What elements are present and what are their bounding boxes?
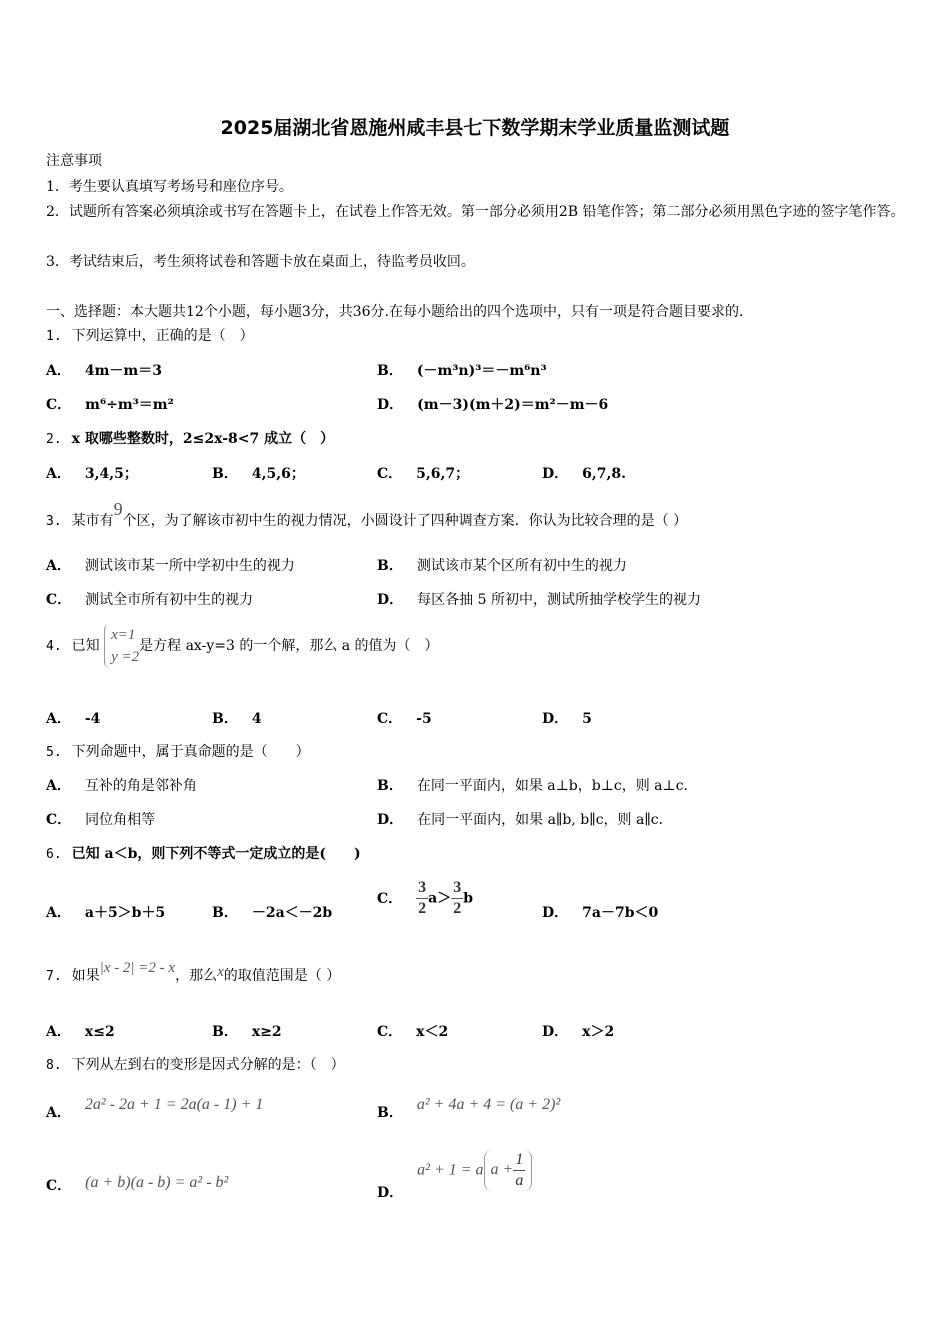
page-title: 2025届湖北省恩施州咸丰县七下数学期末学业质量监测试题 [220, 117, 730, 139]
option-text: x≤2 [84, 1024, 115, 1040]
q4-option-c [377, 709, 432, 729]
option-text: a＋5＞b＋5 [84, 905, 166, 921]
option-letter: A． [46, 778, 71, 794]
q5-option-a [46, 776, 197, 796]
fraction-three-halves [416, 878, 428, 919]
question-stem-pre: 已知 [71, 638, 100, 654]
stem-equation: |x - 2| =2 - x [99, 960, 176, 976]
q2-option-d [542, 464, 626, 484]
q2-option-c [377, 464, 469, 484]
option-text: 4m－m＝3 [84, 363, 162, 379]
option-letter: B． [212, 1024, 238, 1040]
fraction-three-halves [451, 878, 463, 919]
q6-option-b [212, 903, 332, 923]
option-formula: a² + 1 = a [417, 1161, 484, 1179]
option-letter: A． [46, 558, 71, 574]
option-letter: B． [212, 466, 238, 482]
option-text: (m－3)(m＋2)＝m²－m－6 [417, 397, 609, 413]
option-text: 在同一平面内，如果 a⊥b，b⊥c，则 a⊥c． [416, 778, 698, 794]
section-heading: 一、选择题：本大题共12个小题，每小题3分，共36分.在每小题给出的四个选项中，只有一项是符合题目要求的. [46, 304, 744, 320]
equation-system [104, 624, 139, 668]
option-text: 测试该市某一所中学初中生的视力 [84, 558, 295, 574]
option-text: 4,5,6； [251, 466, 305, 482]
q8-option-c [46, 1173, 228, 1193]
question-stem-pre: 如果 [71, 968, 100, 984]
q8-option-a [46, 1095, 264, 1121]
question-stem-post: 是方程 ax-y=3 的一个解，那么 a 的值为（ ） [139, 638, 439, 654]
q6-option-a [46, 903, 165, 923]
question-stem-pre: 某市有 [71, 513, 114, 529]
option-letter: D． [542, 1024, 569, 1040]
option-text: 7a－7b＜0 [582, 905, 659, 921]
option-letter: C． [46, 1178, 72, 1194]
q5-option-c [46, 810, 155, 830]
option-letter: D． [377, 1184, 404, 1201]
option-letter: D． [377, 397, 404, 413]
question-stem: 下列运算中，正确的是（ ） [71, 328, 254, 344]
q2-option-a [46, 464, 138, 484]
option-letter: A． [46, 466, 71, 482]
option-text: 互补的角是邻补角 [84, 778, 197, 794]
question-number: 3. [46, 514, 62, 529]
option-letter: A． [46, 905, 71, 921]
fraction-denominator: a [515, 1172, 524, 1189]
notice-item-2: 2．试题所有答案必须填涂或书写在答题卡上，在试卷上作答无效。第一部分必须用2B 铅笔作答；第二部分必须用黑色字迹的签字笔作答。 [46, 204, 905, 220]
q6-option-c [377, 878, 473, 919]
option-text: x≥2 [251, 1024, 282, 1040]
option-text: 5,6,7； [416, 466, 470, 482]
question-number: 5. [46, 745, 62, 760]
option-letter: B． [377, 558, 403, 574]
question-stem-mid: ，那么 [175, 968, 218, 984]
q6-option-d [542, 903, 658, 923]
system-line-2: y =2 [111, 649, 140, 665]
q1-option-a [46, 361, 162, 381]
option-text: 6,7,8. [582, 466, 626, 482]
question-stem-post: 个区，为了解该市初中生的视力情况，小圆设计了四种调查方案．你认为比较合理的是（ ） [122, 513, 688, 529]
question-number: 8. [46, 1058, 62, 1073]
q7-option-a [46, 1022, 115, 1042]
option-text: －2a＜－2b [251, 905, 333, 921]
question-number: 2. [46, 432, 62, 447]
q4-option-b [212, 709, 262, 729]
option-text: 每区各抽 5 所初中，测试所抽学校学生的视力 [417, 592, 701, 608]
option-letter: C． [46, 397, 72, 413]
option-formula: a² + 4a + 4 = (a + 2)² [416, 1096, 561, 1113]
option-letter: A． [46, 1024, 71, 1040]
option-text: 4 [251, 711, 262, 727]
option-text: x＜2 [416, 1024, 449, 1040]
q3-option-d [377, 590, 701, 610]
question-7 [46, 960, 341, 987]
option-letter: A． [46, 1105, 71, 1121]
option-text: x＞2 [582, 1024, 615, 1040]
option-text: b [463, 890, 474, 907]
option-letter: C． [377, 466, 403, 482]
fraction-denominator: 2 [453, 900, 462, 917]
option-text: -4 [84, 711, 101, 727]
option-letter: D． [377, 812, 404, 828]
question-number: 4. [46, 639, 62, 654]
option-letter: C． [377, 711, 403, 727]
option-letter: D． [542, 905, 569, 921]
question-4 [46, 624, 439, 668]
option-letter: D． [542, 466, 569, 482]
option-letter: C． [46, 592, 72, 608]
option-letter: D． [542, 711, 569, 727]
q1-option-d [377, 395, 608, 415]
question-stem: 已知 a＜b，则下列不等式一定成立的是( ) [71, 846, 361, 862]
q3-option-b [377, 556, 627, 576]
q8-option-d [377, 1150, 532, 1201]
option-text: 测试全市所有初中生的视力 [85, 592, 254, 608]
q7-option-d [542, 1022, 614, 1042]
option-letter: C． [46, 812, 72, 828]
notice-heading: 注意事项 [46, 153, 102, 169]
q1-option-c [46, 395, 174, 415]
question-number: 6. [46, 847, 62, 862]
option-text: 在同一平面内，如果 a∥b, b∥c，则 a∥c． [417, 812, 673, 828]
q3-option-a [46, 556, 295, 576]
fraction-numerator: 3 [416, 878, 428, 899]
q3-option-c [46, 590, 253, 610]
option-formula: 2a² - 2a + 1 = 2a(a - 1) + 1 [84, 1096, 264, 1113]
question-stem: 下列命题中，属于真命题的是（ ） [71, 744, 310, 760]
fraction-denominator: 2 [418, 900, 427, 917]
option-letter: B． [377, 363, 403, 379]
stem-variable: x [217, 964, 224, 980]
option-formula: (a + b)(a - b) = a² - b² [85, 1174, 229, 1191]
option-letter: C． [377, 1024, 403, 1040]
question-2 [46, 429, 334, 450]
question-stem: 下列从左到右的变形是因式分解的是：（ ） [71, 1057, 345, 1073]
expression-text: a + [490, 1161, 514, 1179]
q4-option-d [542, 709, 592, 729]
fraction-numerator: 3 [451, 878, 463, 899]
q5-option-b [377, 776, 698, 796]
option-text: 5 [582, 711, 592, 727]
question-8 [46, 1055, 345, 1076]
option-letter: A． [46, 711, 71, 727]
question-stem-post: 的取值范围是（ ） [223, 968, 341, 984]
q4-option-a [46, 709, 100, 729]
question-5 [46, 742, 310, 763]
q7-option-b [212, 1022, 282, 1042]
option-letter: A． [46, 363, 71, 379]
stem-number: 9 [113, 499, 123, 519]
option-letter: D． [377, 592, 404, 608]
fraction-numerator: 1 [513, 1150, 525, 1171]
option-text: 3,4,5； [84, 466, 138, 482]
option-letter: B． [377, 778, 403, 794]
option-text: (－m³n)³＝－m⁶n³ [416, 363, 547, 379]
option-text: -5 [416, 711, 432, 727]
fraction-one-over-a [513, 1150, 525, 1191]
q8-option-b [377, 1095, 561, 1121]
question-number: 7. [46, 969, 62, 984]
option-text: a＞ [428, 890, 452, 907]
question-stem: x 取哪些整数时，2≤2x-8<7 成立（ ） [71, 431, 335, 447]
q2-option-b [212, 464, 305, 484]
system-line-1: x=1 [111, 627, 136, 643]
option-letter: B． [212, 711, 238, 727]
q7-option-c [377, 1022, 448, 1042]
notice-item-1: 1．考生要认真填写考场号和座位序号。 [46, 179, 293, 195]
option-text: m⁶÷m³＝m² [85, 397, 174, 413]
question-1 [46, 326, 254, 347]
option-letter: B． [377, 1105, 403, 1121]
q5-option-d [377, 810, 673, 830]
question-number: 1. [46, 329, 62, 344]
parenthesized-expression [484, 1150, 533, 1191]
question-6 [46, 844, 361, 865]
question-3 [46, 499, 688, 532]
option-letter: C． [377, 890, 403, 907]
option-letter: B． [212, 905, 238, 921]
q1-option-b [377, 361, 547, 381]
option-text: 测试该市某个区所有初中生的视力 [416, 558, 627, 574]
option-text: 同位角相等 [85, 812, 156, 828]
notice-item-3: 3．考试结束后，考生须将试卷和答题卡放在桌面上，待监考员收回。 [46, 254, 475, 270]
